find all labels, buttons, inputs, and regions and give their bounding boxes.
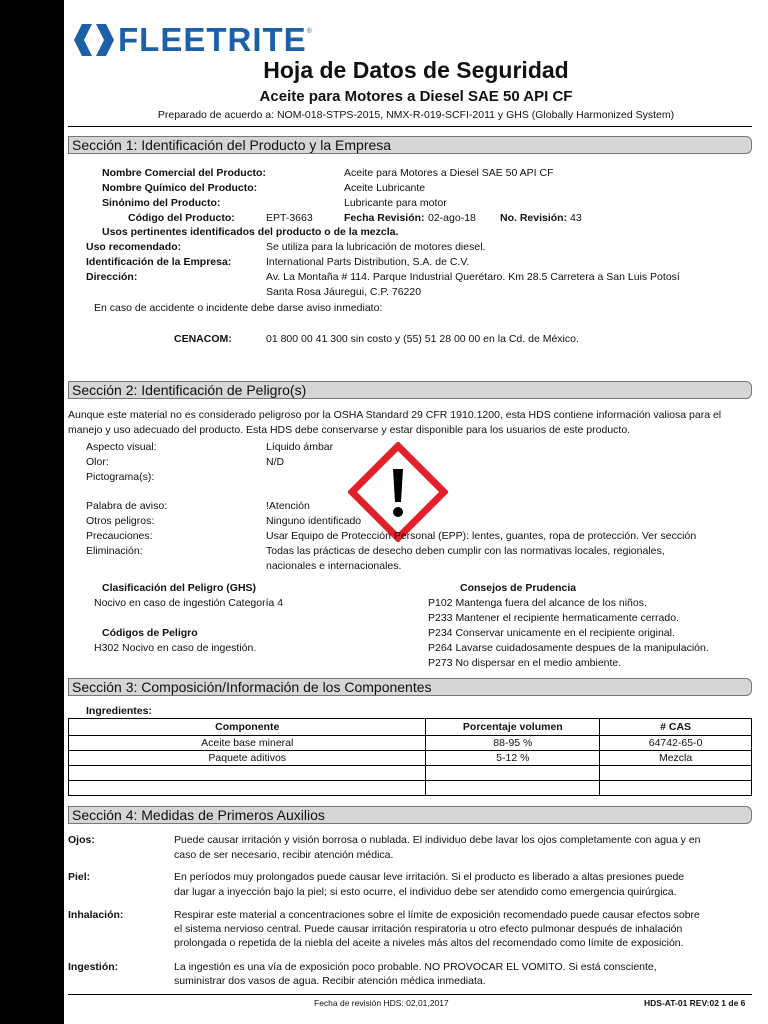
skin-line-2: dar lugar a inyección bajo la piel; si esto ocurre, el individuo debe ser atendido como emergencia quirúrgica. bbox=[174, 886, 677, 898]
ingestion-line-2: suministrar dos vasos de agua. Recibir atención médica inmediata. bbox=[174, 975, 486, 987]
column-header-component: Componente bbox=[69, 719, 426, 736]
company-label: Identificación de la Empresa: bbox=[86, 256, 232, 268]
revision-no-label: No. Revisión: bbox=[500, 212, 568, 224]
prudence-heading: Consejos de Prudencia bbox=[460, 582, 577, 594]
left-black-bar bbox=[0, 0, 64, 1024]
ingestion-label: Ingestión: bbox=[68, 961, 119, 973]
signal-word-value: !Atención bbox=[266, 500, 310, 512]
cas-cell: 64742-65-0 bbox=[600, 736, 752, 751]
disposal-line-2: nacionales e internacionales. bbox=[266, 560, 402, 572]
fleetrite-logo bbox=[72, 22, 312, 58]
prepared-according-to: Preparado de acuerdo a: NOM-018-STPS-2015, NMX-R-019-SCFI-2011 y GHS (Globally Harmonized System) bbox=[157, 109, 675, 121]
address-line-2: Santa Rosa Jáuregui, C.P. 76220 bbox=[266, 286, 422, 298]
hazard-intro-line-2: manejo y uso adecuado del producto. Esta HDS debe conservarse y estar disponible para los usuarios de este producto. bbox=[68, 424, 631, 436]
disposal-label: Eliminación: bbox=[86, 545, 143, 557]
document-subtitle: Aceite para Motores a Diesel SAE 50 API CF bbox=[259, 88, 573, 105]
hazard-code-value: H302 Nocivo en caso de ingestión. bbox=[94, 642, 257, 654]
component-cell: Aceite base mineral bbox=[69, 736, 426, 751]
signal-word-label: Palabra de aviso: bbox=[86, 500, 168, 512]
table-row bbox=[69, 751, 752, 766]
footer-revision-date: Fecha de revisión HDS: 02,01,2017 bbox=[314, 998, 449, 1008]
revision-date-value: 02-ago-18 bbox=[428, 212, 476, 224]
revision-no-value: 43 bbox=[570, 212, 582, 224]
ingestion-line-1: La ingestión es una vía de exposición poco probable. NO PROVOCAR EL VOMITO. Si está consciente, bbox=[174, 961, 657, 973]
brand-name: FLEETRITE bbox=[118, 21, 307, 58]
odor-label: Olor: bbox=[86, 456, 109, 468]
inhalation-line-2: el sistema nervioso central. Puede causar irritación respiratoria u otro efecto pulmonar después de inhalación bbox=[174, 923, 683, 935]
recommended-use-label: Uso recomendado: bbox=[86, 241, 182, 253]
footer-page-number: HDS-AT-01 REV:02 1 de 6 bbox=[644, 998, 746, 1008]
section-3-header: Sección 3: Composición/Información de los Componentes bbox=[68, 678, 752, 696]
cenacom-label: CENACOM: bbox=[174, 333, 232, 345]
product-code-label: Código del Producto: bbox=[128, 212, 235, 224]
component-cell: Paquete aditivos bbox=[69, 751, 426, 766]
precautions-label: Precauciones: bbox=[86, 530, 153, 542]
skin-line-1: En períodos muy prolongados puede causar leve irritación. Si el producto es liberado a altas presiones puede bbox=[174, 871, 685, 883]
other-hazards-value: Ninguno identificado bbox=[266, 515, 362, 527]
table-row-empty bbox=[69, 766, 752, 781]
footer-divider bbox=[68, 994, 752, 995]
commercial-name-value: Aceite para Motores a Diesel SAE 50 API CF bbox=[344, 167, 554, 179]
components-table bbox=[68, 718, 752, 796]
odor-value: N/D bbox=[266, 456, 285, 468]
fleetrite-mark-icon bbox=[72, 22, 116, 58]
accident-notice: En caso de accidente o incidente debe darse aviso inmediato: bbox=[94, 302, 383, 314]
skin-label: Piel: bbox=[68, 871, 91, 883]
table-row-empty bbox=[69, 781, 752, 796]
revision-date-label: Fecha Revisión: bbox=[344, 212, 425, 224]
section-2-header: Sección 2: Identificación de Peligro(s) bbox=[68, 381, 752, 399]
ghs-classification-heading: Clasificación del Peligro (GHS) bbox=[102, 582, 257, 594]
hazard-intro-line-1: Aunque este material no es considerado peligroso por la OSHA Standard 29 CFR 1910.1200, esta HDS contiene información valiosa para el bbox=[68, 409, 722, 421]
inhalation-label: Inhalación: bbox=[68, 909, 124, 921]
address-line-1: Av. La Montaña # 114. Parque Industrial Querétaro. Km 28.5 Carretera a San Luis Potosí bbox=[266, 271, 680, 283]
disposal-line-1: Todas las prácticas de desecho deben cumplir con las normativas locales, regionales, bbox=[266, 545, 665, 557]
precautions-value: Usar Equipo de Protección Personal (EPP): lentes, guantes, ropa de protección. Ver sección bbox=[266, 530, 697, 542]
chemical-name-label: Nombre Químico del Producto: bbox=[102, 182, 258, 194]
other-hazards-label: Otros peligros: bbox=[86, 515, 155, 527]
appearance-value: Líquido ámbar bbox=[266, 441, 334, 453]
table-row bbox=[69, 736, 752, 751]
prudence-item: P264 Lavarse cuidadosamente despues de la manipulación. bbox=[428, 642, 709, 654]
document-page bbox=[64, 0, 768, 1024]
cas-cell: Mezcla bbox=[600, 751, 752, 766]
ingredients-label: Ingredientes: bbox=[86, 705, 152, 717]
address-label: Dirección: bbox=[86, 271, 138, 283]
section-4-header: Sección 4: Medidas de Primeros Auxilios bbox=[68, 806, 752, 824]
synonym-value: Lubricante para motor bbox=[344, 197, 447, 209]
inhalation-line-3: prolongada o repetida de la niebla del aceite a niveles más altos del recomendado como límite de exposición. bbox=[174, 937, 684, 949]
product-code-value: EPT-3663 bbox=[266, 212, 313, 224]
hazard-codes-heading: Códigos de Peligro bbox=[102, 627, 198, 639]
eyes-line-2: caso de ser necesario, recibir atención médica. bbox=[174, 849, 394, 861]
prudence-item: P102 Mantenga fuera del alcance de los niños. bbox=[428, 597, 647, 609]
document-title: Hoja de Datos de Seguridad bbox=[263, 57, 569, 83]
chemical-name-value: Aceite Lubricante bbox=[344, 182, 426, 194]
percent-cell: 5-12 % bbox=[426, 751, 600, 766]
commercial-name-label: Nombre Comercial del Producto: bbox=[102, 167, 266, 179]
eyes-label: Ojos: bbox=[68, 834, 95, 846]
table-header-row bbox=[69, 719, 752, 736]
prudence-item: P234 Conservar unicamente en el recipiente original. bbox=[428, 627, 675, 639]
pictogram-label: Pictograma(s): bbox=[86, 471, 155, 483]
column-header-percent: Porcentaje volumen bbox=[426, 719, 600, 736]
eyes-line-1: Puede causar irritación y visión borrosa o nublada. El individuo debe lavar los ojos completamente con agua y en bbox=[174, 834, 701, 846]
ghs-classification-value: Nocivo en caso de ingestión Categoría 4 bbox=[94, 597, 284, 609]
company-value: International Parts Distribution, S.A. de C.V. bbox=[266, 256, 470, 268]
registered-mark: ® bbox=[306, 28, 312, 35]
exclamation-mark-icon bbox=[348, 442, 448, 542]
recommended-use-value: Se utiliza para la lubricación de motores diesel. bbox=[266, 241, 486, 253]
inhalation-line-1: Respirar este material a concentraciones sobre el límite de exposición recomendado puede causar efectos sobre bbox=[174, 909, 700, 921]
column-header-cas: # CAS bbox=[600, 719, 752, 736]
header-divider bbox=[68, 126, 752, 127]
appearance-label: Aspecto visual: bbox=[86, 441, 157, 453]
synonym-label: Sinónimo del Producto: bbox=[102, 197, 221, 209]
prudence-item: P273 No dispersar en el medio ambiente. bbox=[428, 657, 622, 669]
percent-cell: 88-95 % bbox=[426, 736, 600, 751]
uses-heading: Usos pertinentes identificados del producto o de la mezcla. bbox=[102, 226, 399, 238]
cenacom-phone: 01 800 00 41 300 sin costo y (55) 51 28 00 00 en la Cd. de México. bbox=[266, 333, 579, 345]
prudence-item: P233 Mantener el recipiente hermaticamente cerrado. bbox=[428, 612, 679, 624]
section-1-header: Sección 1: Identificación del Producto y la Empresa bbox=[68, 136, 752, 154]
